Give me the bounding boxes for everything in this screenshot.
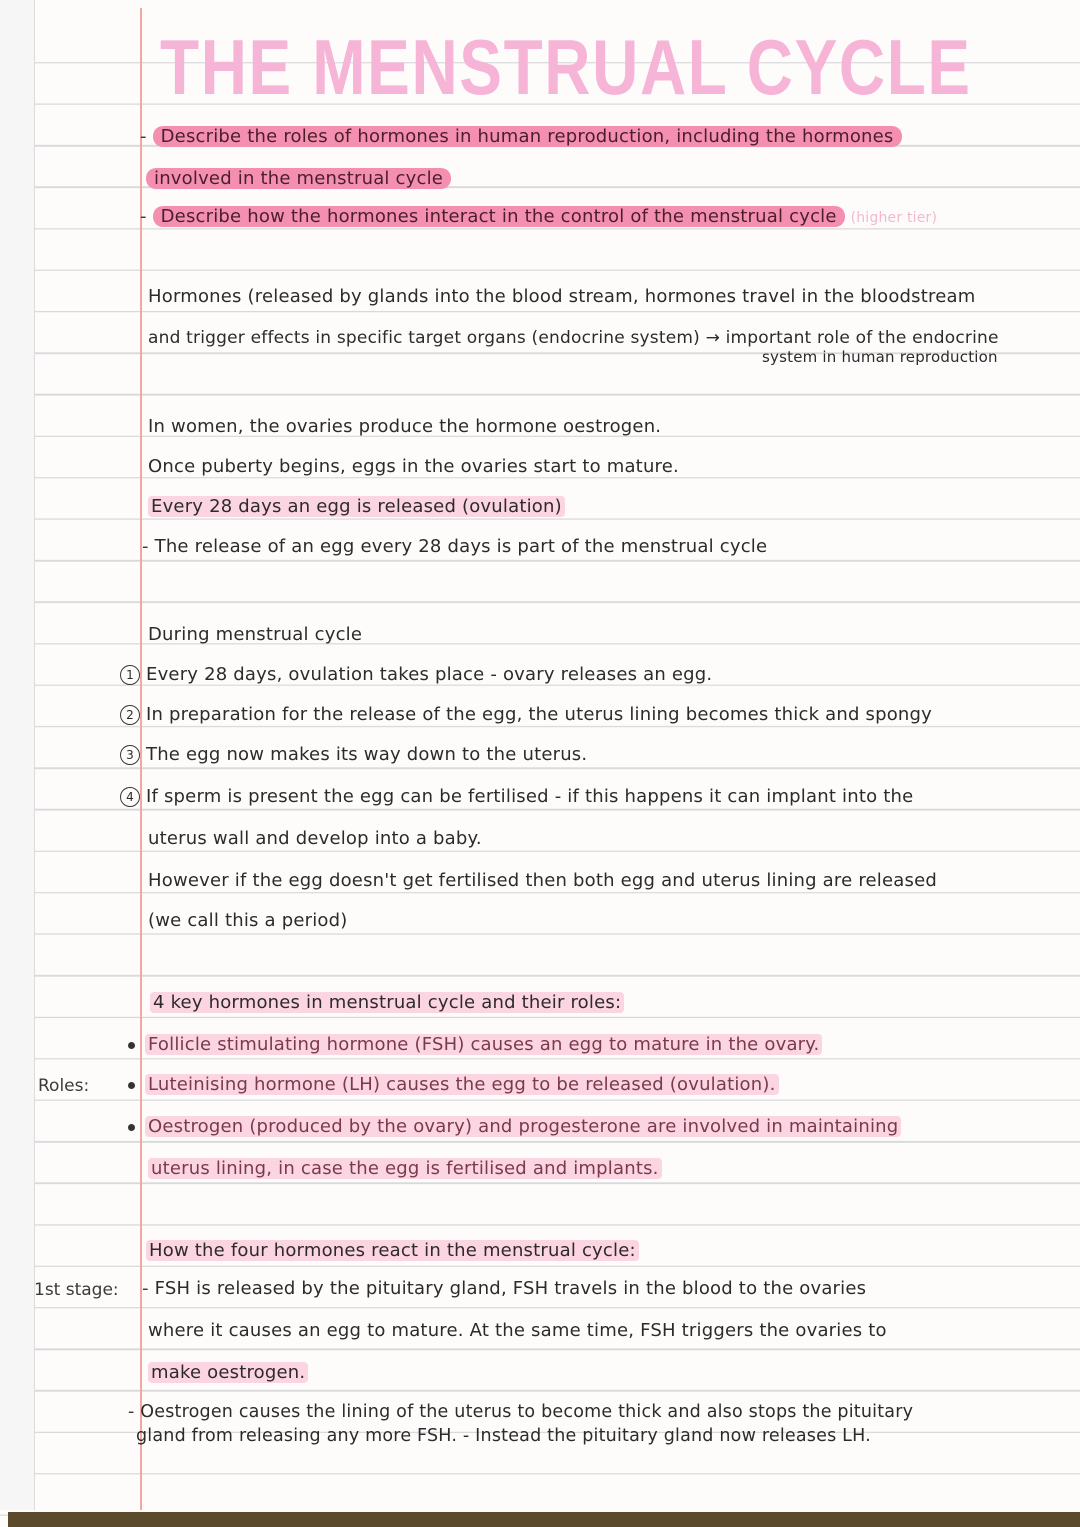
stage1-line-2: where it causes an egg to mature. At the same time, FSH triggers the ovaries to (148, 1320, 887, 1341)
ovaries-line-4: - The release of an egg every 28 days is part of the menstrual cycle (142, 536, 768, 557)
roles-heading: 4 key hormones in menstrual cycle and their roles: (150, 992, 624, 1013)
role-bullet-2: Luteinising hormone (LH) causes the egg to be released (ovulation). (128, 1074, 779, 1095)
higher-tier-tag: (higher tier) (850, 210, 938, 226)
stage1-line-3: make oestrogen. (148, 1362, 308, 1383)
intro-line-2: and trigger effects in specific target organs (endocrine system) → important role of the endocrine (148, 328, 999, 348)
however-line: However if the egg doesn't get fertilised then both egg and uterus lining are released (148, 870, 937, 891)
role-bullet-3-cont: uterus lining, in case the egg is fertilised and implants. (148, 1158, 662, 1179)
oestrogen-line-2: gland from releasing any more FSH. - Instead the pituitary gland now releases LH. (136, 1426, 871, 1446)
stage1-line-1: - FSH is released by the pituitary gland, FSH travels in the blood to the ovaries (142, 1278, 867, 1299)
objective-2: - Describe how the hormones interact in the control of the menstrual cycle (higher tier) (140, 206, 938, 227)
objective-1-cont: involved in the menstrual cycle (146, 168, 451, 189)
table-surface-edge (8, 1512, 1080, 1527)
ovaries-line-1: In women, the ovaries produce the hormone oestrogen. (148, 416, 662, 437)
bullet-icon (128, 1082, 135, 1089)
intro-line-3: system in human reproduction (762, 348, 998, 366)
objective-1: - Describe the roles of hormones in human reproduction, including the hormones (140, 126, 902, 147)
period-line: (we call this a period) (148, 910, 348, 931)
step-1: 1 Every 28 days, ovulation takes place - ovary releases an egg. (120, 664, 712, 685)
bullet-icon (128, 1124, 135, 1131)
intro-line-1: Hormones (released by glands into the blood stream, hormones travel in the bloodstream (148, 286, 976, 307)
ovaries-line-2: Once puberty begins, eggs in the ovaries start to mature. (148, 456, 679, 477)
oestrogen-line-1: - Oestrogen causes the lining of the uterus to become thick and also stops the pituitary (128, 1402, 914, 1422)
step-2: 2 In preparation for the release of the egg, the uterus lining becomes thick and spongy (120, 704, 932, 725)
interaction-heading: How the four hormones react in the menstrual cycle: (146, 1240, 639, 1261)
bullet-icon (128, 1042, 135, 1049)
notebook-binding-edge (0, 0, 35, 1510)
page-title: THE MENSTRUAL CYCLE (160, 23, 972, 111)
step-3: 3 The egg now makes its way down to the uterus. (120, 744, 587, 765)
step-4: 4 If sperm is present the egg can be fertilised - if this happens it can implant into the (120, 786, 913, 807)
roles-side-label: Roles: (38, 1076, 90, 1096)
during-heading: During menstrual cycle (148, 624, 363, 645)
step-4-cont: uterus wall and develop into a baby. (148, 828, 482, 849)
role-bullet-3: Oestrogen (produced by the ovary) and progesterone are involved in maintaining (128, 1116, 901, 1137)
role-bullet-1: Follicle stimulating hormone (FSH) causes an egg to mature in the ovary. (128, 1034, 822, 1055)
stage-side-label: 1st stage: (34, 1280, 119, 1300)
ovaries-line-3: Every 28 days an egg is released (ovulation) (148, 496, 565, 517)
